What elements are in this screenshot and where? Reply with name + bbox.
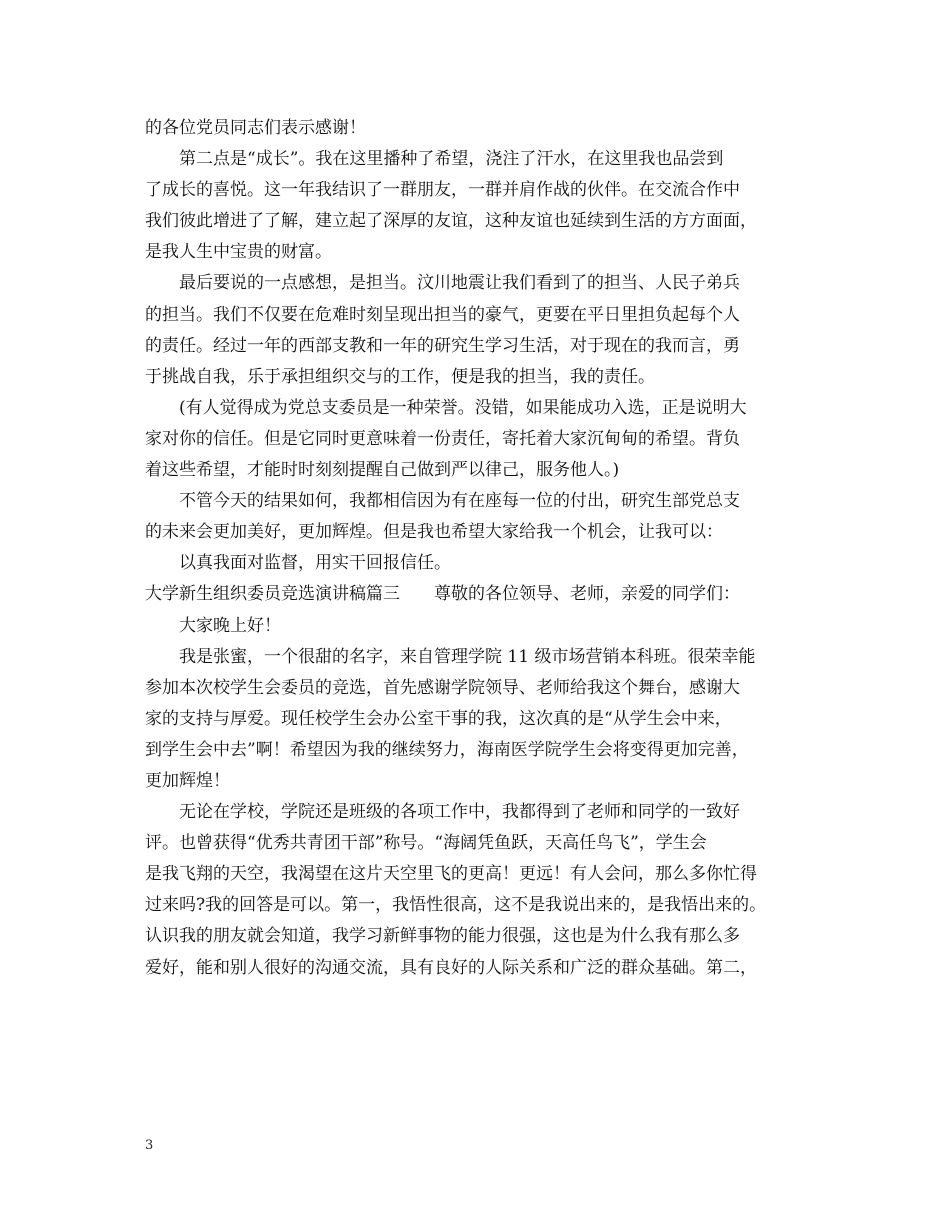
section-title: 大学新生组织委员竞选演讲稿篇三 xyxy=(145,584,400,605)
section-heading-line xyxy=(145,579,825,610)
text-line: 以真我面对监督，用实干回报信任。 xyxy=(179,553,451,574)
text-line: 的各位党员同志们表示感谢！ xyxy=(145,118,366,138)
text-line: 过来吗?我的回答是可以。第一，我悟性很高，这不是我说出来的，是我悟出来的。 xyxy=(145,895,767,916)
text-line: 爱好，能和别人很好的沟通交流，具有良好的人际关系和广泛的群众基础。第二， xyxy=(145,957,757,978)
text-line: 参加本次校学生会委员的竞选，首先感谢学院领导、老师给我这个舞台，感谢大 xyxy=(145,677,740,698)
text-line: 的责任。经过一年的西部支教和一年的研究生学习生活，对于现在的我而言，勇 xyxy=(145,335,740,356)
text-line: 到学生会中去”啊！希望因为我的继续努力，海南医学院学生会将变得更加完善， xyxy=(145,739,749,760)
text-line: (有人觉得成为党总支委员是一种荣誉。没错，如果能成功入选，正是说明大 xyxy=(179,397,747,418)
text-line: 我们彼此增进了了解，建立起了深厚的友谊，这种友谊也延续到生活的方方面面， xyxy=(145,211,757,232)
text-line: 第二点是“成长”。我在这里播种了希望，浇注了汗水，在这里我也品尝到 xyxy=(179,149,724,170)
text-line: 是我飞翔的天空，我渴望在这片天空里飞的更高！更远！有人会问，那么多你忙得 xyxy=(145,864,757,885)
body-text xyxy=(145,113,825,984)
text-line: 认识我的朋友就会知道，我学习新鲜事物的能力很强，这也是为什么我有那么多 xyxy=(145,926,740,947)
text-line: 于挑战自我，乐于承担组织交与的工作，便是我的担当，我的责任。 xyxy=(145,366,655,387)
text-line: 评。也曾获得“优秀共青团干部”称号。“海阔凭鱼跃，天高任鸟飞”，学生会 xyxy=(145,833,707,854)
text-line: 着这些希望，才能时时刻刻提醒自己做到严以律己，服务他人。) xyxy=(145,460,620,481)
text-line: 我是张蜜，一个很甜的名字，来自管理学院 11 级市场营销本科班。很荣幸能 xyxy=(179,646,756,667)
text-line: 更加辉煌！ xyxy=(145,770,230,791)
text-line: 不管今天的结果如何，我都相信因为有在座每一位的付出，研究生部党总支 xyxy=(179,491,740,512)
text-line: 了成长的喜悦。这一年我结识了一群朋友，一群并肩作战的伙伴。在交流合作中 xyxy=(145,180,740,201)
text-line: 最后要说的一点感想，是担当。汶川地震让我们看到了的担当、人民子弟兵 xyxy=(179,273,740,294)
text-line: 大家晚上好！ xyxy=(179,615,281,636)
text-line: 家对你的信任。但是它同时更意味着一份责任，寄托着大家沉甸甸的希望。背负 xyxy=(145,428,740,449)
text-line: 的担当。我们不仅要在危难时刻呈现出担当的豪气，更要在平日里担负起每个人 xyxy=(145,304,740,325)
page-number: 3 xyxy=(145,1138,154,1153)
text-line: 无论在学校，学院还是班级的各项工作中，我都得到了老师和同学的一致好 xyxy=(179,802,740,823)
salutation: 尊敬的各位领导、老师，亲爱的同学们： xyxy=(434,584,740,605)
text-line: 家的支持与厚爱。现任校学生会办公室干事的我，这次真的是“从学生会中来， xyxy=(145,708,732,729)
text-line: 是我人生中宝贵的财富。 xyxy=(145,242,332,263)
text-line: 的未来会更加美好，更加辉煌。但是我也希望大家给我一个机会，让我可以： xyxy=(145,522,723,543)
